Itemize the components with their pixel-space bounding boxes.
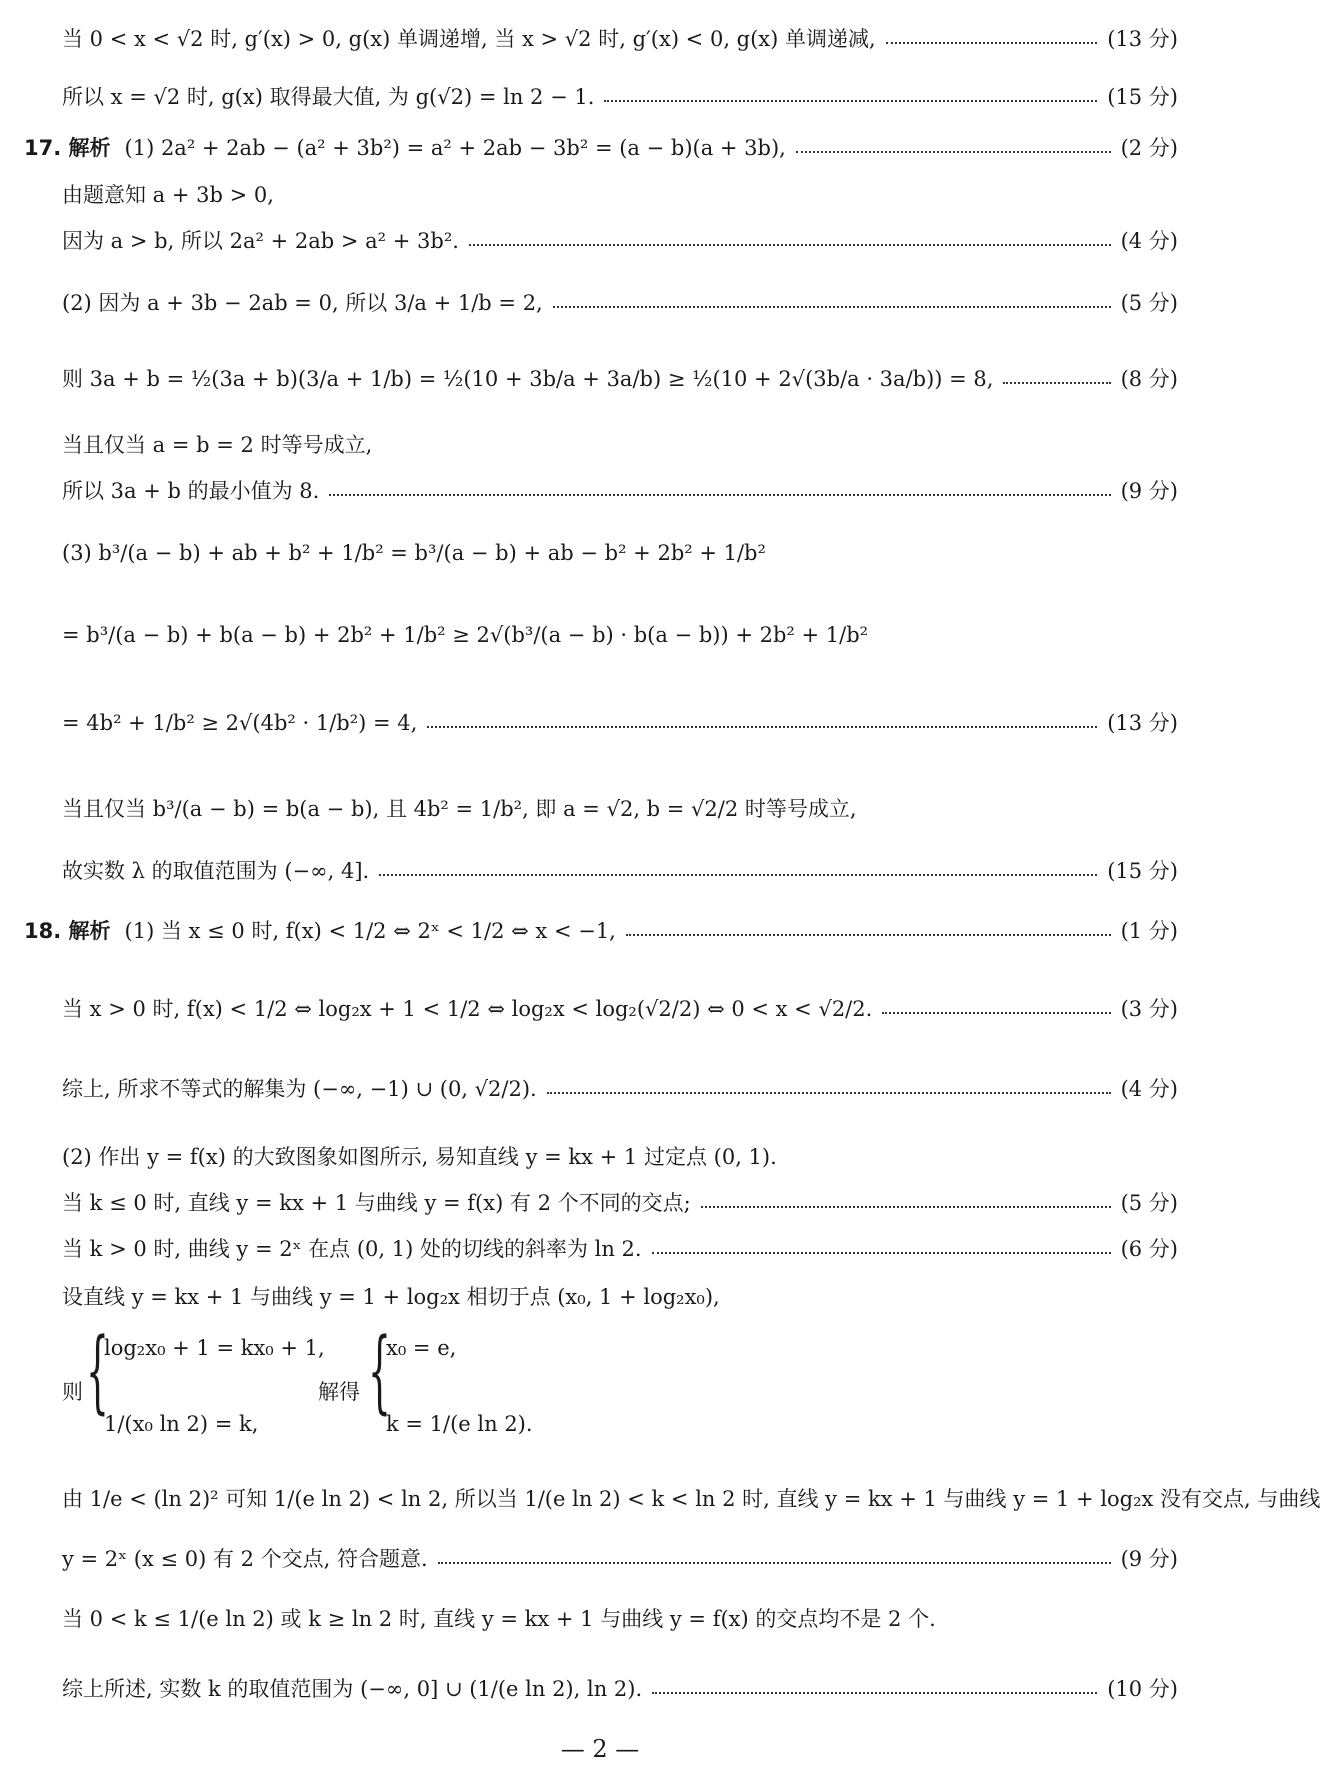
score-label: (13 分) xyxy=(1107,711,1178,735)
line-text: 所以 3a + b 的最小值为 8. xyxy=(62,479,320,503)
solution-line xyxy=(62,228,1178,255)
page-number: — 2 — xyxy=(560,1735,640,1763)
line-text: 当 0 < x < √2 时, g′(x) > 0, g(x) 单调递增, 当 x > √2 时, g′(x) < 0, g(x) 单调递减, xyxy=(62,27,876,51)
leader-dots xyxy=(1003,382,1110,384)
score-label: (4 分) xyxy=(1120,229,1178,253)
line-text: = 4b² + 1/b² ≥ 2√(4b² · 1/b²) = 4, xyxy=(62,711,418,735)
leader-dots xyxy=(469,244,1111,246)
solution-line xyxy=(62,1284,1178,1311)
score-label: (5 分) xyxy=(1120,1191,1178,1215)
line-text: 因为 a > b, 所以 2a² + 2ab > a² + 3b². xyxy=(62,229,459,253)
leader-dots xyxy=(438,1562,1111,1564)
leader-dots xyxy=(882,1012,1110,1014)
leader-dots xyxy=(547,1092,1111,1094)
solution-line xyxy=(62,84,1178,111)
solution-line xyxy=(62,1144,1178,1171)
solution-line xyxy=(62,1236,1178,1263)
solution-line xyxy=(62,858,1178,885)
solution-line xyxy=(62,478,1178,505)
score-label: (10 分) xyxy=(1107,1677,1178,1701)
line-text: 综上, 所求不等式的解集为 (−∞, −1) ∪ (0, √2/2). xyxy=(62,1077,537,1101)
solution-line xyxy=(62,710,1178,737)
solution-line xyxy=(62,796,1178,823)
line-text: (2) 因为 a + 3b − 2ab = 0, 所以 3/a + 1/b = 2, xyxy=(62,291,543,315)
score-label: (13 分) xyxy=(1107,27,1178,51)
line-text: 综上所述, 实数 k 的取值范围为 (−∞, 0] ∪ (1/(e ln 2), ln 2). xyxy=(62,1677,643,1701)
score-label: (15 分) xyxy=(1107,859,1178,883)
score-label: (9 分) xyxy=(1120,479,1178,503)
leader-dots xyxy=(652,1252,1111,1254)
line-text: 当 k > 0 时, 曲线 y = 2ˣ 在点 (0, 1) 处的切线的斜率为 ln 2. xyxy=(62,1237,642,1261)
score-label: (2 分) xyxy=(1120,136,1178,160)
solution-line xyxy=(62,996,1178,1023)
solution-line xyxy=(62,182,1178,209)
line-text: 当且仅当 a = b = 2 时等号成立, xyxy=(62,433,373,457)
score-label: (15 分) xyxy=(1107,85,1178,109)
line-text: (1) 2a² + 2ab − (a² + 3b²) = a² + 2ab − 3b² = (a − b)(a + 3b), xyxy=(124,136,786,160)
score-label: (6 分) xyxy=(1120,1237,1178,1261)
leader-dots xyxy=(329,494,1110,496)
solution-line xyxy=(62,540,1178,567)
leader-dots xyxy=(427,726,1097,728)
score-label: (8 分) xyxy=(1120,367,1178,391)
leader-dots xyxy=(379,874,1097,876)
solution-equation-1: x₀ = e, xyxy=(386,1336,457,1360)
line-text: (1) 当 x ≤ 0 时, f(x) < 1/2 ⇔ 2ˣ < 1/2 ⇔ x < −1, xyxy=(124,919,616,943)
score-label: (4 分) xyxy=(1120,1077,1178,1101)
line-text: 设直线 y = kx + 1 与曲线 y = 1 + log₂x 相切于点 (x₀, 1 + log₂x₀), xyxy=(62,1285,720,1309)
leader-dots xyxy=(604,100,1097,102)
solution-line xyxy=(62,1676,1178,1703)
line-text: 当 k ≤ 0 时, 直线 y = kx + 1 与曲线 y = f(x) 有 2 个不同的交点; xyxy=(62,1191,691,1215)
system-equation-2: 1/(x₀ ln 2) = k, xyxy=(104,1412,259,1436)
system-equation-1: log₂x₀ + 1 = kx₀ + 1, xyxy=(104,1336,325,1360)
line-text: (3) b³/(a − b) + ab + b² + 1/b² = b³/(a − b) + ab − b² + 2b² + 1/b² xyxy=(62,541,766,565)
left-brace-1: { xyxy=(86,1319,109,1424)
score-label: (9 分) xyxy=(1120,1547,1178,1571)
solution-line xyxy=(62,1076,1178,1103)
solution-line xyxy=(62,1190,1178,1217)
line-text: y = 2ˣ (x ≤ 0) 有 2 个交点, 符合题意. xyxy=(62,1547,428,1571)
line-text: 所以 x = √2 时, g(x) 取得最大值, 为 g(√2) = ln 2 − 1. xyxy=(62,85,595,109)
line-text: 由题意知 a + 3b > 0, xyxy=(62,183,274,207)
line-text: 当 x > 0 时, f(x) < 1/2 ⇔ log₂x + 1 < 1/2 ⇔ log₂x < log₂(√2/2) ⇔ 0 < x < √2/2. xyxy=(62,997,873,1021)
leader-dots xyxy=(886,42,1098,44)
solution-line xyxy=(62,622,1178,649)
leader-dots xyxy=(796,151,1111,153)
score-label: (5 分) xyxy=(1120,291,1178,315)
solution-line xyxy=(62,26,1178,53)
score-label: (1 分) xyxy=(1120,919,1178,943)
solution-line xyxy=(62,290,1178,317)
leader-dots xyxy=(652,1692,1097,1694)
line-text: (2) 作出 y = f(x) 的大致图象如图所示, 易知直线 y = kx + 1 过定点 (0, 1). xyxy=(62,1145,777,1169)
question-18-line xyxy=(24,918,1178,945)
solution-line xyxy=(62,432,1178,459)
line-text: 则 3a + b = ½(3a + b)(3/a + 1/b) = ½(10 + 3b/a + 3a/b) ≥ ½(10 + 2√(3b/a · 3a/b)) = 8, xyxy=(62,367,994,391)
question-number: 17. 解析 xyxy=(24,136,111,160)
leader-dots xyxy=(701,1206,1111,1208)
line-text: 故实数 λ 的取值范围为 (−∞, 4]. xyxy=(62,859,370,883)
line-text: 当 0 < k ≤ 1/(e ln 2) 或 k ≥ ln 2 时, 直线 y = kx + 1 与曲线 y = f(x) 的交点均不是 2 个. xyxy=(62,1607,936,1631)
solve-label: 解得 xyxy=(318,1380,360,1404)
solution-line xyxy=(62,1606,1178,1633)
solution-equation-2: k = 1/(e ln 2). xyxy=(386,1412,533,1436)
line-text: 当且仅当 b³/(a − b) = b(a − b), 且 4b² = 1/b², 即 a = √2, b = √2/2 时等号成立, xyxy=(62,797,857,821)
score-label: (3 分) xyxy=(1120,997,1178,1021)
system-prefix: 则 xyxy=(62,1380,83,1404)
leader-dots xyxy=(553,306,1111,308)
solution-line xyxy=(62,1546,1178,1573)
question-number: 18. 解析 xyxy=(24,919,111,943)
line-text: 由 1/e < (ln 2)² 可知 1/(e ln 2) < ln 2, 所以当 1/(e ln 2) < k < ln 2 时, 直线 y = kx + 1 与曲线 y = 1 + log₂x 没有交点, 与曲线 xyxy=(62,1487,1320,1511)
line-text: = b³/(a − b) + b(a − b) + 2b² + 1/b² ≥ 2√(b³/(a − b) · b(a − b)) + 2b² + 1/b² xyxy=(62,623,869,647)
leader-dots xyxy=(626,934,1111,936)
solution-line xyxy=(62,1486,1320,1513)
solution-line xyxy=(62,366,1178,393)
question-17-line xyxy=(24,135,1178,162)
left-brace-2: { xyxy=(368,1319,391,1424)
